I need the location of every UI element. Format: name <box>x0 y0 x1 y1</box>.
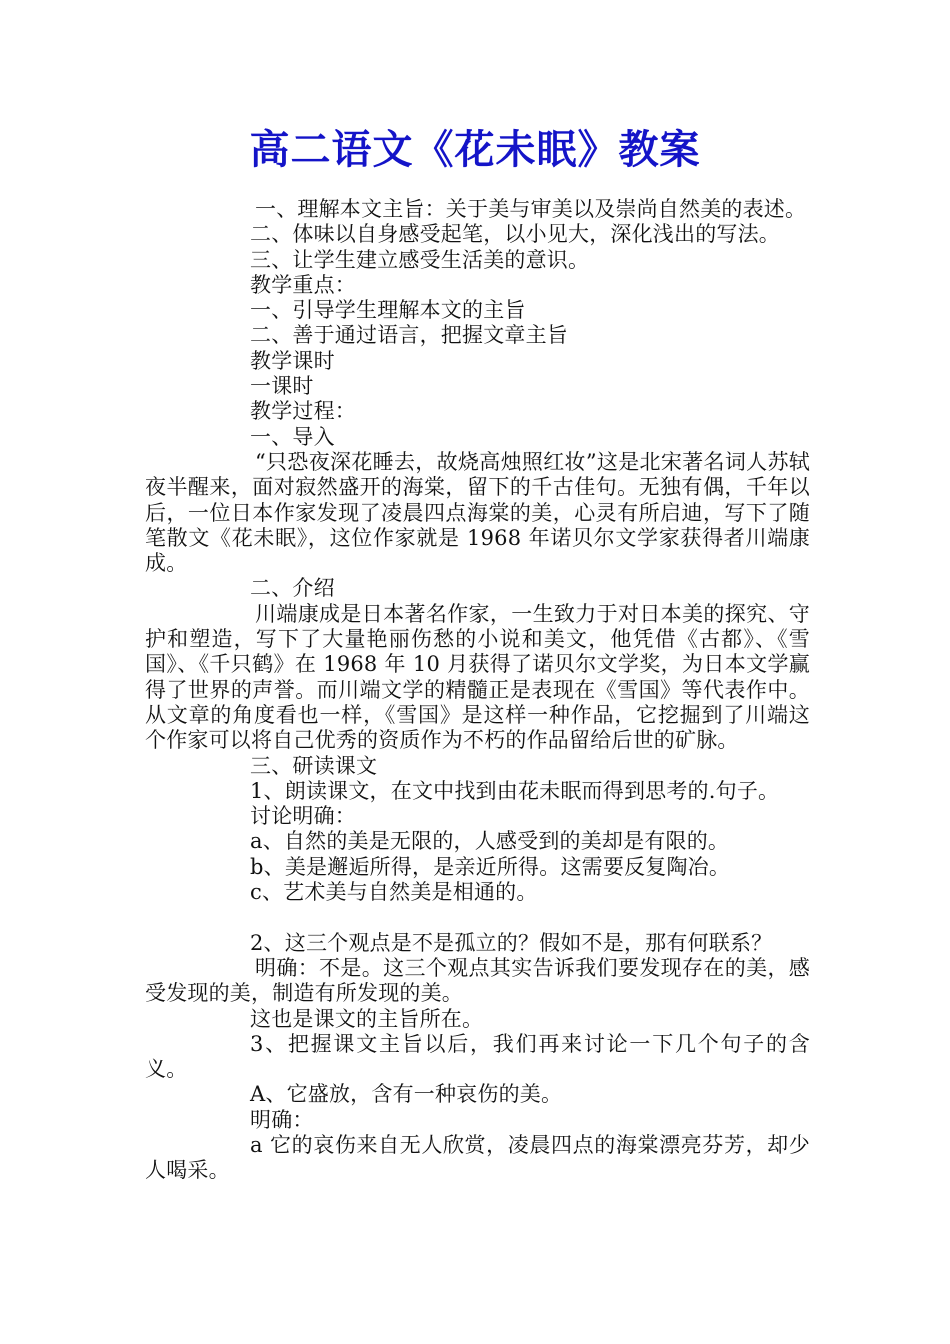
paragraph: a 它的哀伤来自无人欣赏，凌晨四点的海棠漂亮芬芳，却少人喝采。 <box>145 1132 810 1183</box>
paragraph: “只恐夜深花睡去，故烧高烛照红妆”这是北宋著名词人苏轼夜半醒来，面对寂然盛开的海棠，留下的千古佳句。无独有偶，千年以后，一位日本作家发现了凌晨四点海棠的美，心灵有所启迪，写下了随笔散文《花未眠》，这位作家就是 1968 年诺贝尔文学家获得者川端康成。 <box>145 449 810 576</box>
paragraph: A、它盛放，含有一种哀伤的美。 <box>250 1082 563 1107</box>
paragraph: 教学重点： <box>250 272 356 297</box>
paragraph: 明确： <box>250 1107 314 1132</box>
blank-line <box>145 905 810 930</box>
paragraph: 二、善于通过语言，把握文章主旨 <box>250 323 568 348</box>
paragraph: 三、研读课文 <box>250 753 378 778</box>
paragraph: 2、这三个观点是不是孤立的？假如不是，那有何联系？ <box>250 930 773 955</box>
paragraph: 教学课时 <box>250 348 335 373</box>
paragraph: 三、让学生建立感受生活美的意识。 <box>250 247 590 272</box>
paragraph: 教学过程： <box>250 399 356 424</box>
document-title: 高二语文《花未眠》教案 <box>249 126 701 173</box>
paragraph: 川端康成是日本著名作家，一生致力于对日本美的探究、守护和塑造，写下了大量艳丽伤愁的小说和美文，他凭借《古都》、《雪国》、《千只鹤》在 1968 年 10 月获得了诺贝尔文学奖，为日本文学赢得了世界的声誉。而川端文学的精髓正是表现在《雪国》等代表作中。从文章的角度看也一样，《雪国》是这样一种作品，它挖掘到了川端这个作家可以将自己优秀的资质作为不朽的作品留给后世的矿脉。 <box>145 601 810 753</box>
paragraph: 3、把握课文主旨以后，我们再来讨论一下几个句子的含义。 <box>145 1031 810 1082</box>
paragraph: c、艺术美与自然美是相通的。 <box>250 880 538 905</box>
paragraph: 讨论明确： <box>250 804 356 829</box>
paragraph: b、美是邂逅所得，是亲近所得。这需要反复陶冶。 <box>250 854 731 879</box>
paragraph: a、自然的美是无限的，人感受到的美却是有限的。 <box>250 829 730 854</box>
paragraph: 一课时 <box>250 374 314 399</box>
paragraph: 二、介绍 <box>250 576 335 601</box>
paragraph: 明确：不是。这三个观点其实告诉我们要发现存在的美，感受发现的美，制造有所发现的美。 <box>145 955 810 1006</box>
paragraph: 一、导入 <box>250 424 335 449</box>
document-body <box>145 197 810 1184</box>
paragraph: 这也是课文的主旨所在。 <box>250 1006 484 1031</box>
paragraph: 二、体味以自身感受起笔，以小见大，深化浅出的写法。 <box>250 222 780 247</box>
paragraph: 一、理解本文主旨：关于美与审美以及崇尚自然美的表述。 <box>255 197 807 221</box>
paragraph: 一、引导学生理解本文的主旨 <box>250 298 526 323</box>
paragraph: 1、朗读课文，在文中找到由花未眠而得到思考的.句子。 <box>250 778 780 803</box>
